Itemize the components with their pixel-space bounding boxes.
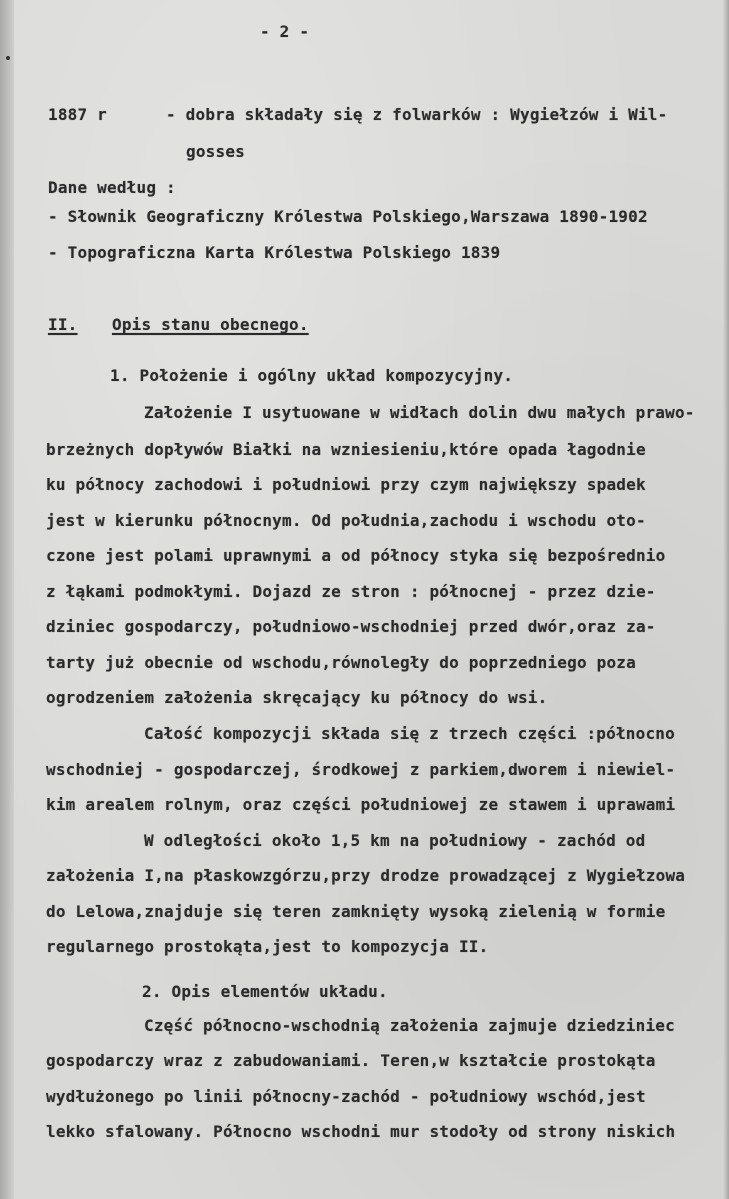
paragraph-line: kim arealem rolnym, oraz części południowej ze stawem i uprawami	[46, 795, 676, 814]
paragraph-line: wydłużonego po linii północny-zachód - południowy wschód,jest	[46, 1087, 646, 1106]
history-text-line: - dobra składały się z folwarków : Wygiełzów i Wil-	[166, 105, 668, 124]
paragraph-line: W odległości około 1,5 km na południowy - zachód od	[144, 831, 646, 850]
paragraph-line: lekko sfalowany. Północno wschodni mur stodoły od strony niskich	[46, 1122, 676, 1141]
source-item: - Topograficzna Karta Królestwa Polskiego 1839	[48, 243, 501, 262]
subsection-heading: 1. Położenie i ogólny układ kompozycyjny.	[110, 366, 514, 385]
sources-heading: Dane według :	[48, 178, 176, 197]
paragraph-line: Część północno-wschodnią założenia zajmuje dziedziniec	[144, 1016, 675, 1035]
paragraph-line: Założenie I usytuowane w widłach dolin dwu małych prawo-	[144, 403, 695, 422]
paragraph-line: jest w kierunku północnym. Od południa,zachodu i wschodu oto-	[46, 511, 646, 530]
history-text-line: gosses	[186, 142, 245, 161]
paragraph-line: czone jest polami uprawnymi a od północy styka się bezpośrednio	[46, 546, 666, 565]
paragraph-line: z łąkami podmokłymi. Dojazd ze stron : północnej - przez dzie-	[46, 582, 656, 601]
paragraph-line: dziniec gospodarczy, południowo-wschodniej przed dwór,oraz za-	[46, 617, 656, 636]
paragraph-line: założenia I,na płaskowzgórzu,przy drodze prowadzącej z Wygiełzowa	[46, 866, 686, 885]
paragraph-line: ku północy zachodowi i południowi przy czym największy spadek	[46, 475, 646, 494]
subsection-heading: 2. Opis elementów układu.	[142, 982, 388, 1001]
section-title: Opis stanu obecnego.	[112, 315, 309, 334]
paragraph-line: regularnego prostokąta,jest to kompozycja II.	[46, 937, 489, 956]
paragraph-line: Całość kompozycji składa się z trzech części :północno	[144, 724, 675, 743]
section-number: II.	[48, 315, 78, 334]
history-year: 1887 r	[48, 105, 107, 124]
paragraph-line: wschodniej - gospodarczej, środkowej z parkiem,dworem i niewiel-	[46, 760, 676, 779]
paragraph-line: brzeżnych dopływów Białki na wzniesieniu,które opada łagodnie	[46, 440, 646, 459]
scan-edge-left	[0, 0, 14, 1199]
paragraph-line: tarty już obecnie od wschodu,równoległy do poprzedniego poza	[46, 653, 636, 672]
source-item: - Słownik Geograficzny Królestwa Polskiego,Warszawa 1890-1902	[48, 207, 648, 226]
page-number: - 2 -	[260, 22, 310, 41]
paragraph-line: ogrodzeniem założenia skręcający ku północy do wsi.	[46, 688, 548, 707]
scan-speck	[6, 56, 10, 60]
scan-edge-right	[723, 0, 729, 1199]
paragraph-line: gospodarczy wraz z zabudowaniami. Teren,w kształcie prostokąta	[46, 1051, 656, 1070]
paragraph-line: do Lelowa,znajduje się teren zamknięty wysoką zielenią w formie	[46, 902, 666, 921]
